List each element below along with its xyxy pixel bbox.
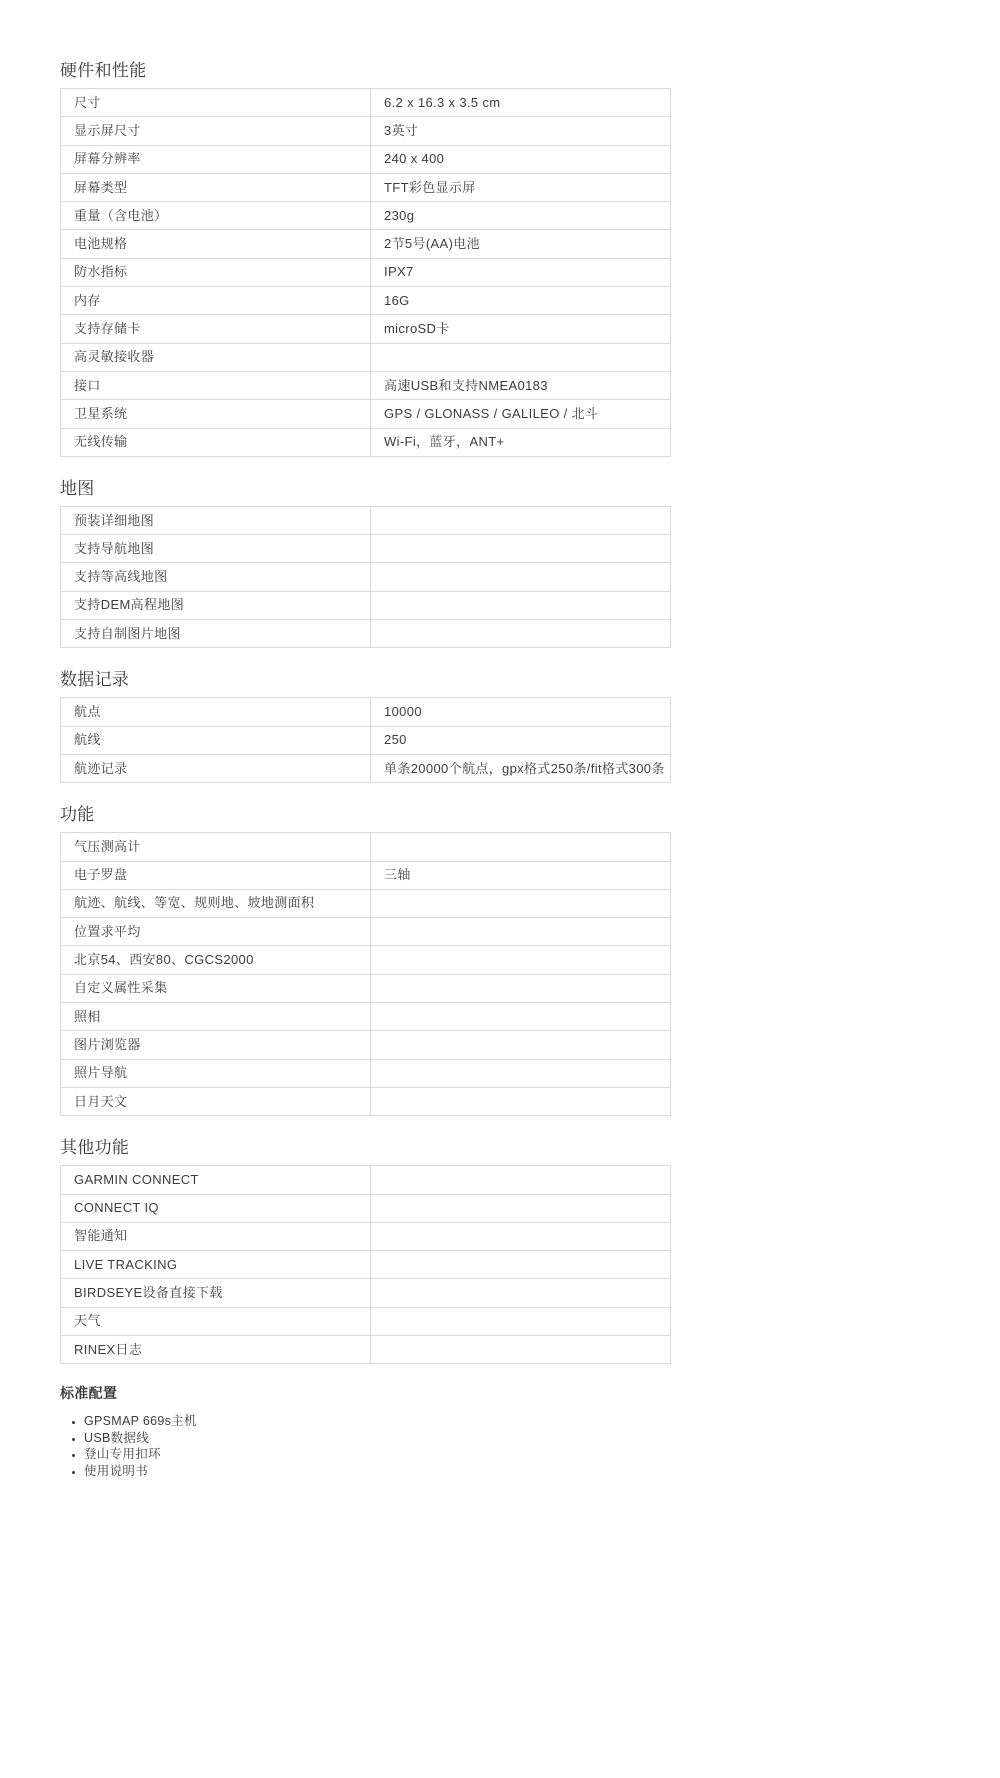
spec-row [61, 258, 671, 286]
spec-value: TFT彩色显示屏 [371, 173, 671, 201]
spec-key: LIVE TRACKING [61, 1251, 371, 1279]
spec-row [61, 1003, 671, 1031]
spec-key: 航点 [61, 698, 371, 726]
spec-row [61, 202, 671, 230]
spec-key: 内存 [61, 287, 371, 315]
spec-value: 16G [371, 287, 671, 315]
spec-value: 230g [371, 202, 671, 230]
spec-key: 图片浏览器 [61, 1031, 371, 1059]
section-title-other-features: 其他功能 [60, 1138, 130, 1158]
spec-table-maps [60, 506, 671, 648]
spec-value [371, 1335, 671, 1363]
spec-row [61, 145, 671, 173]
spec-row [61, 1222, 671, 1250]
spec-key: 日月天文 [61, 1087, 371, 1115]
spec-row [61, 1166, 671, 1194]
spec-row [61, 726, 671, 754]
spec-value: GPS / GLONASS / GALILEO / 北斗 [371, 400, 671, 428]
spec-value: 6.2 x 16.3 x 3.5 cm [371, 89, 671, 117]
spec-value: 250 [371, 726, 671, 754]
spec-value [371, 1222, 671, 1250]
spec-value [371, 1087, 671, 1115]
spec-key: 支持存储卡 [61, 315, 371, 343]
spec-row [61, 287, 671, 315]
spec-key: 自定义属性采集 [61, 974, 371, 1002]
spec-key: 航线 [61, 726, 371, 754]
spec-value [371, 1307, 671, 1335]
spec-key: 支持自制图片地图 [61, 620, 371, 648]
spec-row [61, 918, 671, 946]
section-other-features [60, 1137, 670, 1364]
spec-value [371, 591, 671, 619]
spec-row [61, 371, 671, 399]
spec-row [61, 315, 671, 343]
section-standard-package [60, 1385, 670, 1479]
spec-key: 重量（含电池） [61, 202, 371, 230]
spec-key: 照相 [61, 1003, 371, 1031]
spec-value [371, 889, 671, 917]
spec-row [61, 974, 671, 1002]
spec-row [61, 428, 671, 456]
spec-value [371, 620, 671, 648]
spec-row [61, 117, 671, 145]
spec-row [61, 535, 671, 563]
spec-row [61, 173, 671, 201]
spec-value: 10000 [371, 698, 671, 726]
spec-key: 显示屏尺寸 [61, 117, 371, 145]
spec-key: 电子罗盘 [61, 861, 371, 889]
spec-value [371, 1251, 671, 1279]
spec-value [371, 833, 671, 861]
spec-value [371, 1166, 671, 1194]
section-maps [60, 478, 670, 648]
spec-value: 3英寸 [371, 117, 671, 145]
spec-key: 航迹、航线、等宽、规则地、坡地测面积 [61, 889, 371, 917]
spec-key: 支持DEM高程地图 [61, 591, 371, 619]
spec-key: 智能通知 [61, 1222, 371, 1250]
spec-row [61, 861, 671, 889]
spec-table-data-recording [60, 697, 671, 783]
spec-value [371, 1031, 671, 1059]
spec-key: 屏幕类型 [61, 173, 371, 201]
spec-key: 支持导航地图 [61, 535, 371, 563]
spec-row [61, 1059, 671, 1087]
spec-value [371, 1059, 671, 1087]
spec-key: BIRDSEYE设备直接下载 [61, 1279, 371, 1307]
standard-package-title: 标准配置 [60, 1385, 118, 1402]
section-hardware-performance [60, 60, 670, 457]
spec-row [61, 1194, 671, 1222]
spec-key: 北京54、西安80、CGCS2000 [61, 946, 371, 974]
spec-table-features [60, 832, 671, 1116]
spec-table-hardware-performance [60, 88, 671, 457]
spec-value [371, 506, 671, 534]
spec-row [61, 698, 671, 726]
spec-row [61, 946, 671, 974]
spec-value: 三轴 [371, 861, 671, 889]
spec-key: 天气 [61, 1307, 371, 1335]
spec-value [371, 343, 671, 371]
package-item: • 登山专用扣环 [84, 1447, 670, 1463]
spec-value: 240 x 400 [371, 145, 671, 173]
spec-value: 高速USB和支持NMEA0183 [371, 371, 671, 399]
spec-row [61, 754, 671, 782]
spec-row [61, 1335, 671, 1363]
spec-key: 照片导航 [61, 1059, 371, 1087]
spec-value [371, 535, 671, 563]
section-title-maps: 地图 [60, 478, 95, 498]
spec-value [371, 918, 671, 946]
spec-row [61, 1031, 671, 1059]
spec-value: microSD卡 [371, 315, 671, 343]
spec-row [61, 506, 671, 534]
spec-row [61, 89, 671, 117]
spec-row [61, 591, 671, 619]
section-title-data-recording: 数据记录 [60, 670, 130, 690]
spec-key: 位置求平均 [61, 918, 371, 946]
spec-row [61, 230, 671, 258]
spec-value [371, 563, 671, 591]
spec-value: IPX7 [371, 258, 671, 286]
spec-row [61, 889, 671, 917]
spec-row [61, 1251, 671, 1279]
spec-key: 支持等高线地图 [61, 563, 371, 591]
spec-key: 卫星系统 [61, 400, 371, 428]
section-title-hardware-performance: 硬件和性能 [60, 61, 147, 80]
spec-key: 气压测高计 [61, 833, 371, 861]
package-item: • GPSMAP 669s主机 [84, 1414, 670, 1430]
spec-key: GARMIN CONNECT [61, 1166, 371, 1194]
spec-key: 预装详细地图 [61, 506, 371, 534]
spec-row [61, 833, 671, 861]
spec-row [61, 1279, 671, 1307]
spec-value [371, 974, 671, 1002]
package-item: • 使用说明书 [84, 1464, 670, 1480]
spec-row [61, 1307, 671, 1335]
spec-key: 电池规格 [61, 230, 371, 258]
spec-key: CONNECT IQ [61, 1194, 371, 1222]
spec-key: 接口 [61, 371, 371, 399]
spec-key: 航迹记录 [61, 754, 371, 782]
spec-value: 2节5号(AA)电池 [371, 230, 671, 258]
spec-row [61, 400, 671, 428]
spec-key: 屏幕分辨率 [61, 145, 371, 173]
spec-value: Wi-Fi，蓝牙，ANT+ [371, 428, 671, 456]
section-title-features: 功能 [60, 805, 95, 825]
spec-key: 无线传输 [61, 428, 371, 456]
standard-package-list [60, 1414, 670, 1479]
spec-value: 单条20000个航点，gpx格式250条/fit格式300条 [371, 754, 671, 782]
spec-key: 高灵敏接收器 [61, 343, 371, 371]
spec-value [371, 1194, 671, 1222]
section-features [60, 804, 670, 1116]
spec-table-other-features [60, 1165, 671, 1364]
spec-value [371, 946, 671, 974]
spec-row [61, 563, 671, 591]
spec-row [61, 620, 671, 648]
spec-row [61, 343, 671, 371]
spec-key: 尺寸 [61, 89, 371, 117]
spec-key: RINEX日志 [61, 1335, 371, 1363]
package-item: • USB数据线 [84, 1431, 670, 1447]
spec-value [371, 1003, 671, 1031]
spec-key: 防水指标 [61, 258, 371, 286]
spec-row [61, 1087, 671, 1115]
spec-value [371, 1279, 671, 1307]
section-data-recording [60, 669, 670, 783]
